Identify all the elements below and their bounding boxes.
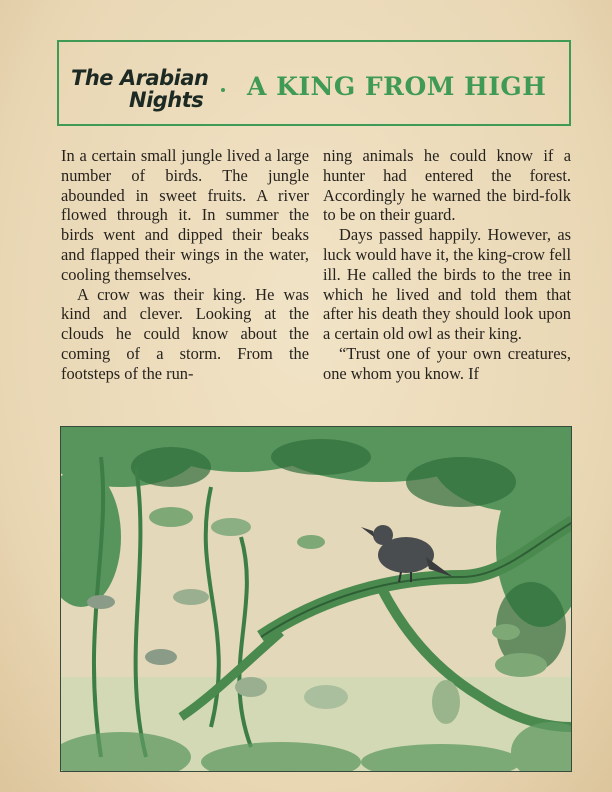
jungle-birds-illustration: [60, 426, 572, 772]
story-column-right: [323, 146, 571, 384]
logo-line-2: Nights: [129, 88, 204, 112]
paragraph: Days passed happily. However, as luck would have it, the king-crow fell ill. He called the birds to the tree in which he lived and told them that after his death they should look upon a certain old owl as their king.: [323, 225, 571, 344]
story-title: A KING FROM HIGH: [247, 72, 547, 101]
logo-line-1: The Arabian: [71, 66, 209, 90]
crescent-moon-icon: [179, 54, 189, 66]
paragraph: A crow was their king. He was kind and clever. Looking at the clouds he could know about the coming of a storm. From the footsteps of the run-: [61, 284, 309, 383]
paragraph: In a certain small jungle lived a large number of birds. The jungle abounded in sweet fruits. A river flowed through it. In summer the birds went and dipped their beaks and flapped their wings in the water, cooling themselves.: [61, 146, 309, 284]
logo-dot: [221, 88, 225, 92]
paragraph: “Trust one of your own creatures, one whom you know. If: [323, 343, 571, 383]
illustration-drawing: [61, 427, 572, 772]
arabian-nights-logo: [71, 60, 231, 120]
story-column-left: [61, 146, 309, 384]
paragraph: ning animals he could know if a hunter had entered the forest. Accordingly he warned the bird-folk to be on their guard.: [323, 146, 571, 225]
header-banner: [57, 40, 571, 126]
